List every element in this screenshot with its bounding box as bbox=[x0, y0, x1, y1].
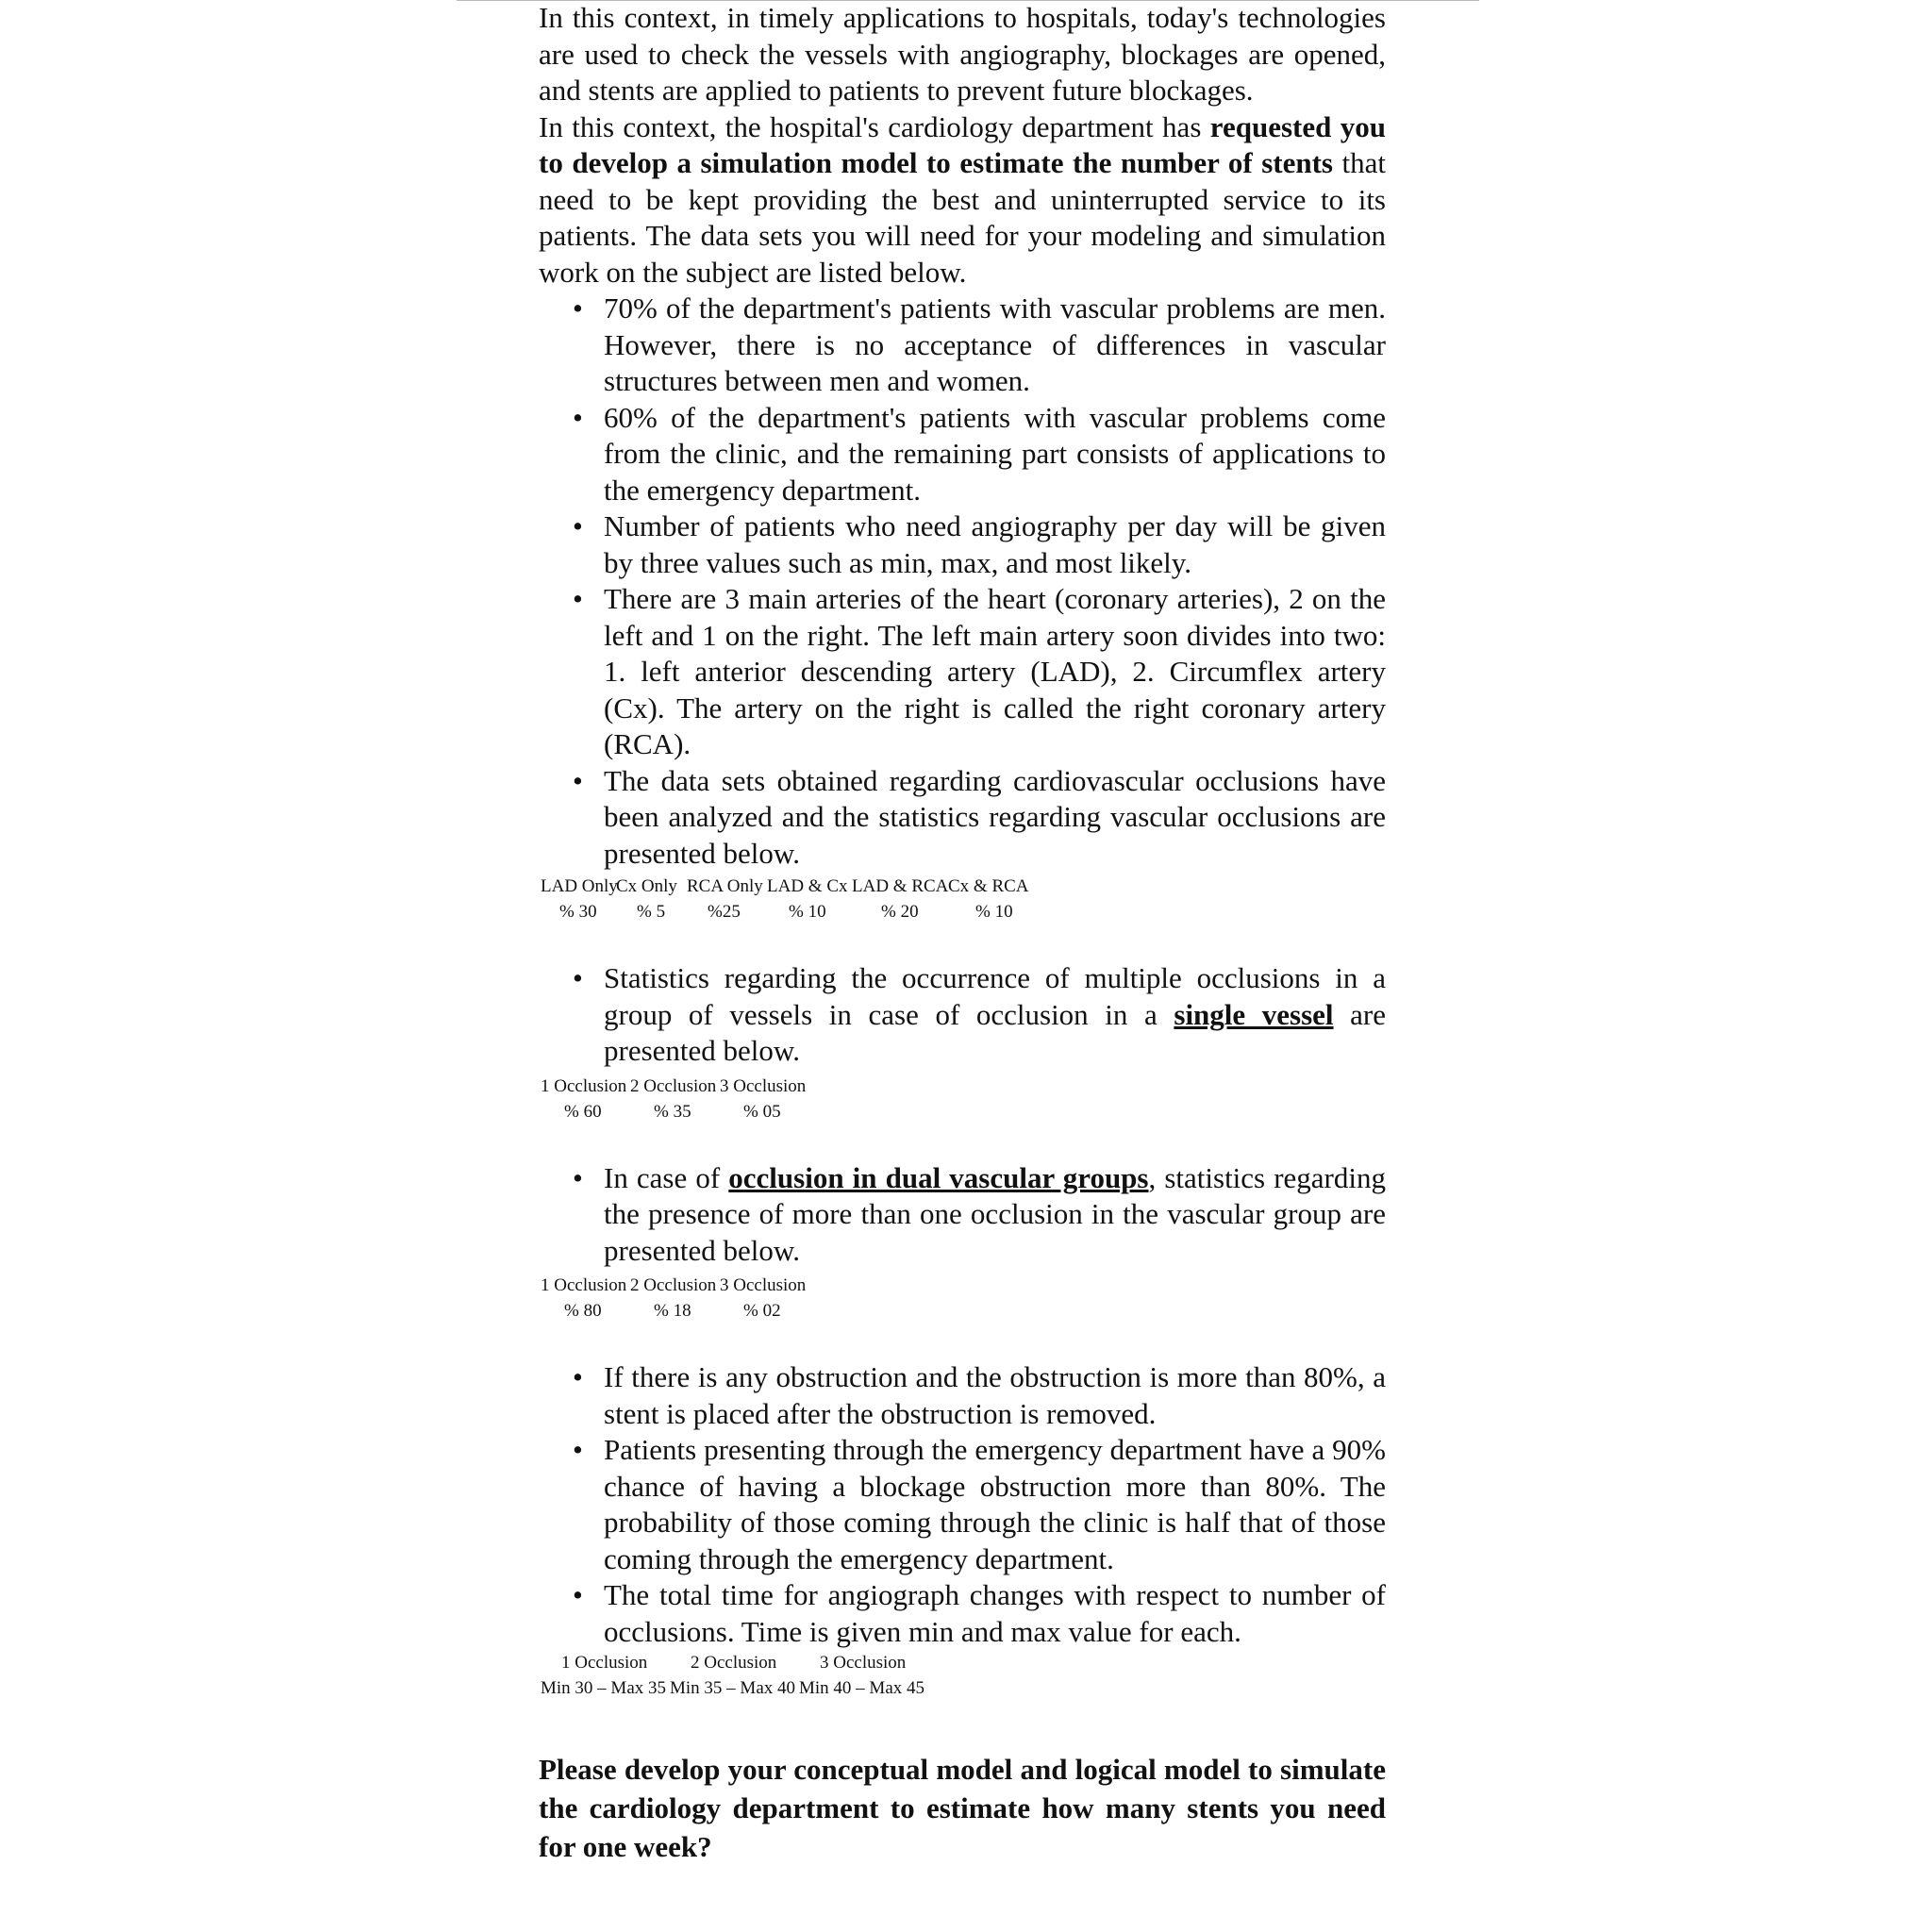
table-cell: Min 40 – Max 45 bbox=[799, 1678, 924, 1698]
table-cell: % 30 bbox=[559, 902, 597, 922]
table-header: Cx & RCA bbox=[948, 876, 1029, 896]
bullet-text: Statistics regarding the occurrence of multiple occlusions in a group of vessels in case of occlusion in a bbox=[604, 961, 1386, 1031]
table-cell: Min 35 – Max 40 bbox=[670, 1678, 795, 1698]
bullet-text-end: , statistics regarding the presence of more than one occlusion in the vascular group are presented below. bbox=[604, 1160, 1386, 1267]
table-header-row bbox=[541, 1650, 1386, 1675]
occlusion-table bbox=[541, 874, 1386, 924]
intro-paragraph-2-start: In this context, the hospital's cardiology department has bbox=[539, 109, 1210, 143]
bullet-icon: • bbox=[573, 509, 583, 542]
table-header: 2 Occlusion bbox=[691, 1653, 777, 1673]
bullet-icon: • bbox=[573, 291, 583, 325]
table-header: 1 Occlusion bbox=[541, 1075, 627, 1096]
intro-paragraph-1: In this context, in timely applications to hospitals, today's technologies are used to check the vessels with angiography, blockages are opened, and stents are applied to patients to prevent future blockages. bbox=[539, 1, 1386, 107]
list-item bbox=[539, 1160, 1386, 1270]
table-cell: % 02 bbox=[743, 1301, 781, 1321]
bullet-text: The total time for angiograph changes with respect to number of occlusions. Time is given min and max value for each. bbox=[604, 1578, 1386, 1648]
table-header: 3 Occlusion bbox=[820, 1653, 907, 1673]
document-page bbox=[539, 0, 1386, 1866]
bullet-text: There are 3 main arteries of the heart (coronary arteries), 2 on the left and 1 on the right. The left main artery soon divides into two: 1. left anterior descending artery (LAD), 2. Circumflex artery (Cx). The artery on the right is called the right coronary artery (RCA). bbox=[604, 582, 1386, 760]
bullet-text-end: are presented below. bbox=[604, 997, 1386, 1067]
table-row bbox=[541, 1099, 1386, 1124]
list-item bbox=[539, 1577, 1386, 1650]
bullet-text: Number of patients who need angiography per day will be given by three values such as min, max, and most likely. bbox=[604, 509, 1386, 579]
bullet-text: The data sets obtained regarding cardiovascular occlusions have been analyzed and the statistics regarding vascular occlusions are presented below. bbox=[604, 763, 1386, 870]
time-table bbox=[541, 1650, 1386, 1701]
table-header: 2 Occlusion bbox=[630, 1075, 717, 1096]
table-header: 1 Occlusion bbox=[541, 1275, 627, 1295]
bullet-icon: • bbox=[573, 961, 583, 994]
table-header-row bbox=[541, 1273, 1386, 1298]
table-header: Cx Only bbox=[616, 876, 677, 896]
table-cell: % 60 bbox=[564, 1101, 602, 1122]
table-cell: % 35 bbox=[654, 1101, 691, 1122]
bullet-text: 60% of the department's patients with vascular problems come from the clinic, and the remaining part consists of applications to the emergency department. bbox=[604, 400, 1386, 507]
table-header: LAD & RCA bbox=[852, 876, 949, 896]
table-header: 2 Occlusion bbox=[630, 1275, 717, 1295]
bullet-list-single bbox=[539, 960, 1386, 1070]
list-item bbox=[539, 508, 1386, 581]
bullet-icon: • bbox=[573, 1160, 583, 1194]
bullet-icon: • bbox=[573, 1578, 583, 1611]
bullet-text: Patients presenting through the emergency department have a 90% chance of having a blockage obstruction more than 80%. The probability of those coming through the clinic is half that of those coming through the emergency department. bbox=[604, 1433, 1386, 1575]
table-header: LAD & Cx bbox=[767, 876, 848, 896]
table-cell: % 18 bbox=[654, 1301, 691, 1321]
table-header: 3 Occlusion bbox=[720, 1075, 807, 1096]
table-header: RCA Only bbox=[687, 876, 763, 896]
list-item bbox=[539, 1359, 1386, 1432]
table-cell: % 20 bbox=[881, 902, 919, 922]
bullet-icon: • bbox=[573, 582, 583, 615]
bullet-list-data bbox=[539, 291, 1386, 872]
list-item bbox=[539, 1432, 1386, 1577]
dual-vessel-table bbox=[541, 1273, 1386, 1324]
table-cell: %25 bbox=[708, 902, 741, 922]
intro-paragraph-2 bbox=[539, 109, 1386, 291]
table-header: LAD Only bbox=[541, 876, 618, 896]
bullet-icon: • bbox=[573, 1433, 583, 1466]
bullet-list-dual bbox=[539, 1160, 1386, 1270]
bullet-text: 70% of the department's patients with vascular problems are men. However, there is no acceptance of differences in vascular structures between men and women. bbox=[604, 291, 1386, 397]
table-cell: % 05 bbox=[743, 1101, 781, 1122]
bullet-list-procedure bbox=[539, 1359, 1386, 1650]
list-item bbox=[539, 291, 1386, 400]
table-row bbox=[541, 1298, 1386, 1324]
bullet-text: If there is any obstruction and the obstruction is more than 80%, a stent is placed after the obstruction is removed. bbox=[604, 1360, 1386, 1430]
list-item bbox=[539, 400, 1386, 509]
table-row bbox=[541, 1675, 1386, 1701]
single-vessel-table bbox=[541, 1074, 1386, 1124]
table-header-row bbox=[541, 1074, 1386, 1099]
bullet-emphasis: occlusion in dual vascular groups bbox=[728, 1160, 1149, 1194]
intro-paragraph-2-end: that need to be kept providing the best and uninterrupted service to its patients. The data sets you will need for your modeling and simulation work on the subject are listed below. bbox=[539, 146, 1386, 289]
final-question: Please develop your conceptual model and logical model to simulate the cardiology department to estimate how many stents you need for one week? bbox=[539, 1753, 1386, 1863]
table-header: 1 Occlusion bbox=[561, 1653, 648, 1673]
bullet-icon: • bbox=[573, 1360, 583, 1393]
bullet-emphasis: single vessel bbox=[1174, 997, 1334, 1031]
bullet-icon: • bbox=[573, 400, 583, 434]
bullet-icon: • bbox=[573, 763, 583, 797]
list-item bbox=[539, 763, 1386, 873]
table-cell: Min 30 – Max 35 bbox=[541, 1678, 666, 1698]
table-cell: % 5 bbox=[637, 902, 666, 922]
bullet-text: In case of bbox=[604, 1160, 729, 1194]
table-row bbox=[541, 899, 1386, 924]
table-cell: % 10 bbox=[789, 902, 826, 922]
intro-paragraph-2-bold: requested you to develop a simulation model to estimate the number of stents bbox=[539, 109, 1387, 179]
table-header-row bbox=[541, 874, 1386, 899]
table-header: 3 Occlusion bbox=[720, 1275, 807, 1295]
table-cell: % 80 bbox=[564, 1301, 602, 1321]
list-item bbox=[539, 960, 1386, 1070]
list-item bbox=[539, 581, 1386, 763]
table-cell: % 10 bbox=[975, 902, 1013, 922]
